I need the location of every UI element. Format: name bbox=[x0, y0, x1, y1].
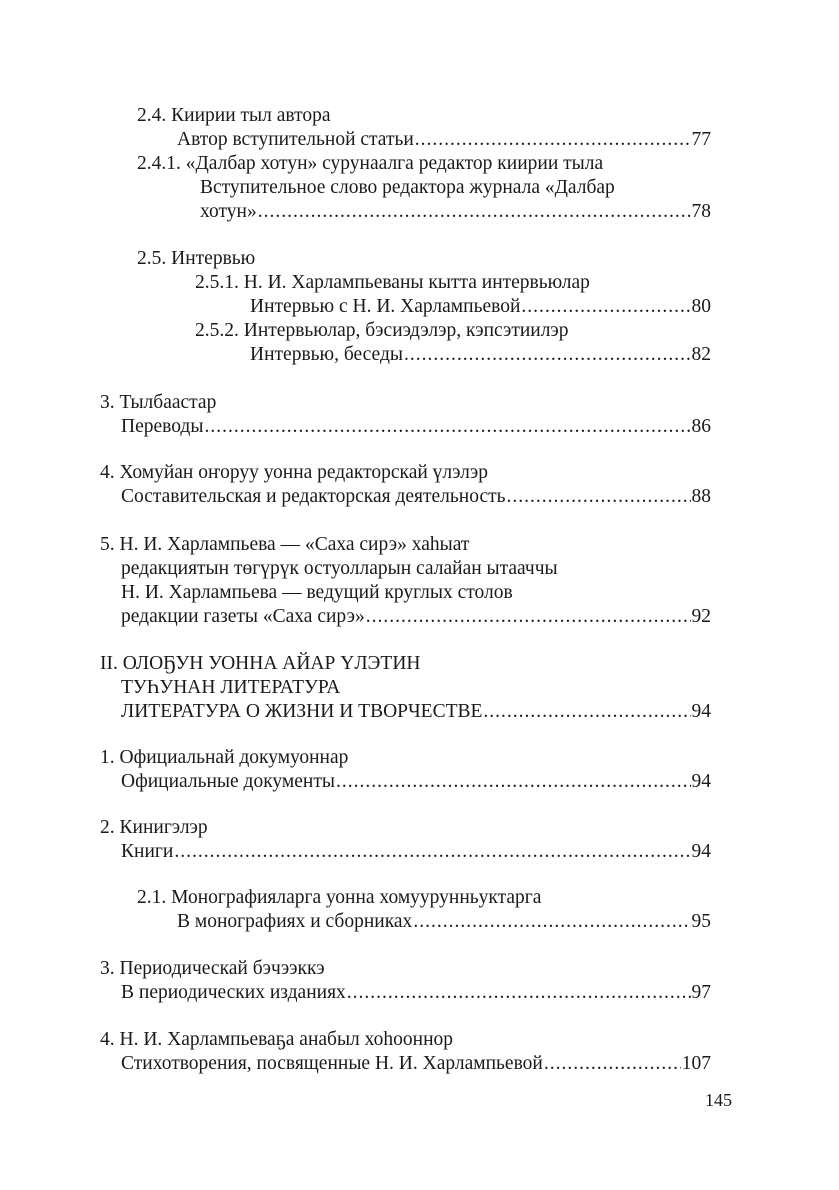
toc-entry-title: 3. Тылбаастар bbox=[100, 392, 217, 413]
toc-entry-title: 2.5. Интервью bbox=[137, 248, 256, 269]
toc-entry-subtitle: Официальные документы bbox=[121, 771, 335, 792]
dot-leader bbox=[258, 200, 691, 224]
toc-entry-subtitle: Стихотворения, посвященные Н. И. Харлампьевой bbox=[121, 1053, 543, 1074]
dot-leader bbox=[204, 415, 690, 439]
toc-entry-title: 2.5.2. Интервьюлар, бэсиэдэлэр, кэпсэтиилэр bbox=[195, 320, 569, 341]
toc-entry-title: 2.5.1. Н. И. Харлампьеваны кытта интервьюлар bbox=[195, 272, 590, 293]
toc-entry-line bbox=[250, 343, 711, 367]
dot-leader bbox=[336, 770, 691, 794]
toc-page-ref: 94 bbox=[691, 841, 711, 862]
toc-entry-title: 4. Хомуйан оҥоруу уонна редакторскай үлэлэр bbox=[100, 462, 489, 483]
toc-entry-line2: редакциятын төгүрүк остуолларын салайан ытааччы bbox=[121, 558, 558, 579]
toc-entry-subtitle: Составительская и редакторская деятельность bbox=[121, 486, 506, 507]
toc-entry-subtitle: Вступительное слово редактора журнала «Далбар bbox=[200, 177, 615, 198]
toc-entry-subtitle: редакции газеты «Саха сирэ» bbox=[121, 606, 365, 627]
dot-leader bbox=[544, 1052, 681, 1076]
toc-entry-line bbox=[177, 910, 711, 934]
toc-entry-subtitle: хотун» bbox=[200, 201, 257, 222]
toc-page-ref: 94 bbox=[691, 701, 711, 722]
section-heading-line3: ЛИТЕРАТУРА О ЖИЗНИ И ТВОРЧЕСТВЕ bbox=[121, 701, 483, 722]
toc-page-ref: 78 bbox=[691, 201, 711, 222]
toc-page-ref: 82 bbox=[691, 344, 711, 365]
toc-page-ref: 77 bbox=[691, 129, 711, 150]
toc-entry-subtitle: В периодических изданиях bbox=[121, 982, 346, 1003]
dot-leader bbox=[347, 981, 691, 1005]
toc-entry-line bbox=[121, 981, 711, 1005]
toc-entry-title: 2.4.1. «Далбар хотун» сурунаалга редактор киирии тыла bbox=[137, 153, 604, 174]
dot-leader bbox=[415, 128, 691, 152]
toc-entry-title: 1. Официальнай докумуоннар bbox=[100, 747, 349, 768]
toc-entry-line bbox=[250, 295, 711, 319]
toc-entry-line bbox=[121, 1052, 711, 1076]
toc-entry-title: 4. Н. И. Харлампьеваҕа анабыл хоһооннор bbox=[100, 1029, 454, 1050]
toc-entry-subtitle: Интервью с Н. И. Харлампьевой bbox=[250, 296, 521, 317]
toc-entry-subtitle: Автор вступительной статьи bbox=[177, 129, 414, 150]
dot-leader bbox=[521, 295, 690, 319]
section-heading: II. ОЛОҔУН УОННА АЙАР ҮЛЭТИН bbox=[100, 653, 421, 674]
toc-entry-line bbox=[121, 770, 711, 794]
toc-page-ref: 95 bbox=[691, 911, 711, 932]
toc-page-ref: 92 bbox=[691, 606, 711, 627]
toc-entry-title: 3. Периодическай бэчээккэ bbox=[100, 958, 325, 979]
toc-entry-title: 2.1. Монографияларга уонна хомуурунньуктарга bbox=[137, 887, 542, 908]
toc-entry-subtitle: Переводы bbox=[121, 416, 204, 437]
toc-page-ref: 86 bbox=[691, 416, 711, 437]
toc-entry-line bbox=[121, 415, 711, 439]
dot-leader bbox=[413, 910, 690, 934]
toc-page-ref: 94 bbox=[691, 771, 711, 792]
dot-leader bbox=[483, 700, 690, 724]
toc-entry-line bbox=[121, 700, 711, 724]
toc-page-ref: 80 bbox=[691, 296, 711, 317]
dot-leader bbox=[507, 485, 691, 509]
toc-entry-subtitle: Интервью, беседы bbox=[250, 344, 403, 365]
toc-page-ref: 97 bbox=[691, 982, 711, 1003]
dot-leader bbox=[404, 343, 691, 367]
toc-entry-line bbox=[121, 485, 711, 509]
toc-page-ref: 88 bbox=[691, 486, 711, 507]
toc-entry-title: 2.4. Киирии тыл автора bbox=[137, 105, 331, 126]
toc-entry-line bbox=[200, 200, 711, 224]
toc-entry-line3: Н. И. Харлампьева — ведущий круглых столов bbox=[121, 582, 513, 603]
toc-entry-title: 2. Кинигэлэр bbox=[100, 817, 208, 838]
dot-leader bbox=[366, 605, 691, 629]
page-number: 145 bbox=[705, 1090, 732, 1110]
section-heading-line2: ТУҺУНАН ЛИТЕРАТУРА bbox=[121, 677, 341, 698]
toc-entry-title: 5. Н. И. Харлампьева — «Саха сирэ» хаһыат bbox=[100, 534, 470, 555]
toc-entry-line bbox=[121, 840, 711, 864]
toc-entry-line bbox=[177, 128, 711, 152]
toc-entry-subtitle: В монографиях и сборниках bbox=[177, 911, 413, 932]
dot-leader bbox=[174, 840, 690, 864]
toc-page-ref: 107 bbox=[681, 1053, 711, 1074]
toc-entry-subtitle: Книги bbox=[121, 841, 174, 862]
toc-entry-line bbox=[121, 605, 711, 629]
